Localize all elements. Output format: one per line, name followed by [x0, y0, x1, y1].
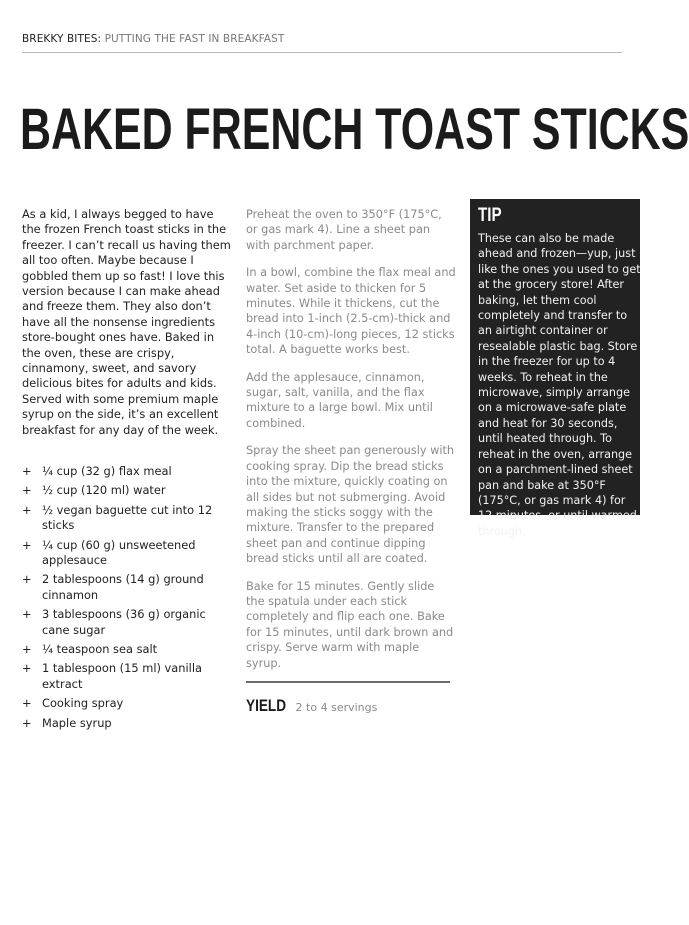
method-step: Preheat the oven to 350°F (175°C, or gas mark 4). Line a sheet pan with parchment paper. — [246, 208, 442, 252]
ingredient-list — [22, 464, 234, 735]
ingredient-text: ¼ teaspoon sea salt — [42, 642, 158, 657]
yield-value: 2 to 4 servings — [292, 701, 378, 714]
ingredient-item — [22, 607, 234, 638]
header-divider — [22, 52, 622, 53]
plus-bullet-icon: + — [22, 502, 32, 517]
ingredient-text: 3 tablespoons (36 g) organic cane sugar — [42, 607, 206, 637]
running-header-subtitle: PUTTING THE FAST IN BREAKFAST — [101, 33, 285, 45]
recipe-title: BAKED FRENCH TOAST STICKS — [20, 97, 689, 162]
plus-bullet-icon: + — [22, 464, 32, 478]
ingredient-item — [22, 642, 234, 657]
tip-text: These can also be made ahead and frozen—yup, just like the ones you used to get at the grocery store! After baking, let them cool completely and transfer to an airtight container or resealable plastic bag. Store in the freezer for up to 4 weeks. To reheat in the microwave, simply arrange on a microwave-safe plate and heat for 30 seconds, until heated through. To reheat in the oven, arrange on a parchment-lined sheet pan and bake at 350°F (175°C, or gas mark 4) for 12 minutes, or until warmed through. — [478, 232, 641, 538]
yield-label: YIELD — [246, 696, 287, 715]
ingredient-text: Maple syrup — [42, 715, 112, 730]
ingredient-item — [22, 538, 234, 569]
method-step: Bake for 15 minutes. Gently slide the spatula under each stick completely and flip each one. Bake for 15 minutes, until dark brown and crispy. Serve warm with maple syrup. — [246, 579, 454, 670]
ingredient-item — [22, 464, 234, 479]
plus-bullet-icon: + — [22, 661, 32, 676]
recipe-intro: As a kid, I always begged to have the frozen French toast sticks in the freezer. I can’t recall us having them all too often. Maybe because I gobbled them up so fast! I love this version because I can make ahead and freeze them. They also don’t have all the nonsense ingredients store-bought ones have. Baked in the oven, these are crispy, cinnamony, sweet, and savory delicious bites for adults and kids. Served with some premium maple syrup on the side, it’s an excellent breakfast for any day of the week. — [22, 207, 231, 437]
ingredient-item — [22, 572, 234, 603]
tip-title: TIP — [478, 205, 502, 226]
ingredient-text: 2 tablespoons (14 g) ground cinnamon — [42, 572, 204, 602]
ingredient-text: ¼ cup (32 g) flax meal — [42, 464, 172, 478]
method-steps — [246, 207, 456, 683]
plus-bullet-icon: + — [22, 483, 32, 498]
yield-divider — [246, 681, 450, 683]
plus-bullet-icon: + — [22, 537, 32, 552]
plus-bullet-icon: + — [22, 642, 32, 657]
method-step: In a bowl, combine the flax meal and water. Set aside to thicken for 5 minutes. While it thickens, cut the bread into 1-inch (2.5-cm)-thick and 4-inch (10-cm)-long pieces, 12 sticks total. A baguette works best. — [246, 266, 456, 357]
plus-bullet-icon: + — [22, 715, 32, 730]
ingredient-item — [22, 716, 234, 731]
plus-bullet-icon: + — [22, 572, 32, 587]
yield-line — [246, 696, 377, 716]
ingredient-text: 1 tablespoon (15 ml) vanilla extract — [42, 661, 202, 691]
ingredient-text: ½ cup (120 ml) water — [42, 483, 166, 498]
ingredient-item — [22, 661, 234, 692]
tip-box — [470, 199, 641, 538]
plus-bullet-icon: + — [22, 696, 32, 711]
running-header — [22, 33, 284, 45]
method-step: Spray the sheet pan generously with cooking spray. Dip the bread sticks into the mixture, quickly coating on all sides but not submerging. Avoid making the sticks soggy with the mixture. Transfer to the prepared sheet pan and continue dipping bread sticks until all are coated. — [246, 444, 455, 566]
ingredient-text: ½ vegan baguette cut into 12 sticks — [42, 502, 213, 533]
ingredient-item — [22, 503, 234, 534]
running-header-section: BREKKY BITES: — [22, 33, 102, 45]
ingredient-text: ¼ cup (60 g) unsweetened applesauce — [42, 537, 196, 568]
ingredient-item — [22, 483, 234, 498]
method-step: Add the applesauce, cinnamon, sugar, salt, vanilla, and the flax mixture to a large bowl. Mix until combined. — [246, 370, 433, 430]
ingredient-item — [22, 696, 234, 711]
plus-bullet-icon: + — [22, 607, 32, 622]
ingredient-text: Cooking spray — [42, 696, 124, 711]
